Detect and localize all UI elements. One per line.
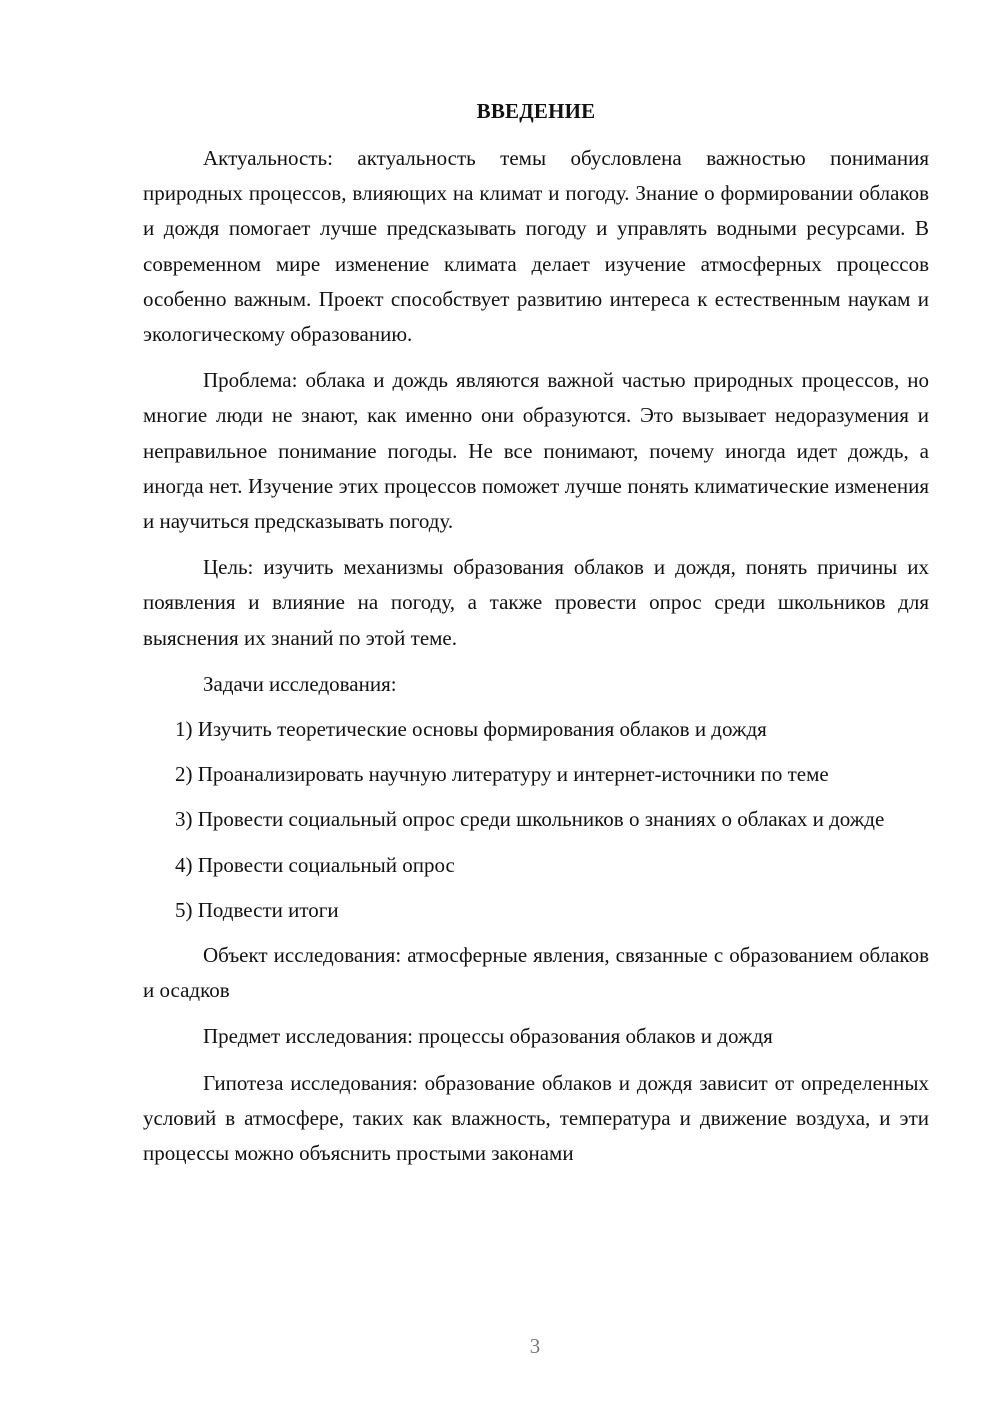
problem-paragraph: Проблема: облака и дождь являются важной частью природных процессов, но многие люди не знают, как именно они образуются. Это вызывает недоразумения и неправильное понимание погоды. Не все понимают, почему иногда идет дождь, а иногда нет. Изучение этих процессов поможет лучше понять климатические изменения и научиться предсказывать погоду. — [143, 368, 929, 534]
page-title: ВВЕДЕНИЕ — [476, 99, 596, 123]
list-item: 2) Проанализировать научную литературу и интернет-источники по теме — [175, 762, 829, 787]
list-item: 3) Провести социальный опрос среди школьников о знаниях о облаках и дожде — [175, 807, 885, 832]
tasks-list — [143, 712, 929, 928]
subject-paragraph: Предмет исследования: процессы образования облаков и дождя — [203, 1024, 773, 1049]
tasks-heading: Задачи исследования: — [203, 671, 397, 696]
relevance-paragraph: Актуальность: актуальность темы обусловлена важностью понимания природных процессов, влияющих на климат и погоду. Знание о формировании облаков и дождя помогает лучше предсказывать погоду и управлять водными ресурсами. В современном мире изменение климата делает изучение атмосферных процессов особенно важным. Проект способствует развитию интереса к естественным наукам и экологическому образованию. — [143, 146, 929, 347]
page-number: 3 — [529, 1334, 541, 1358]
document-page — [143, 95, 929, 1171]
object-paragraph: Объект исследования: атмосферные явления, связанные с образованием облаков и осадков — [143, 943, 929, 1003]
list-item: 5) Подвести итоги — [175, 897, 339, 922]
list-item: 4) Провести социальный опрос — [175, 852, 455, 877]
list-item: 1) Изучить теоретические основы формирования облаков и дождя — [175, 717, 767, 742]
hypothesis-paragraph: Гипотеза исследования: образование облаков и дождя зависит от определенных условий в атмосфере, таких как влажность, температура и движение воздуха, и эти процессы можно объяснить простыми законами — [143, 1070, 929, 1166]
goal-paragraph: Цель: изучить механизмы образования облаков и дождя, понять причины их появления и влияние на погоду, а также провести опрос среди школьников для выяснения их знаний по этой теме. — [143, 555, 929, 650]
